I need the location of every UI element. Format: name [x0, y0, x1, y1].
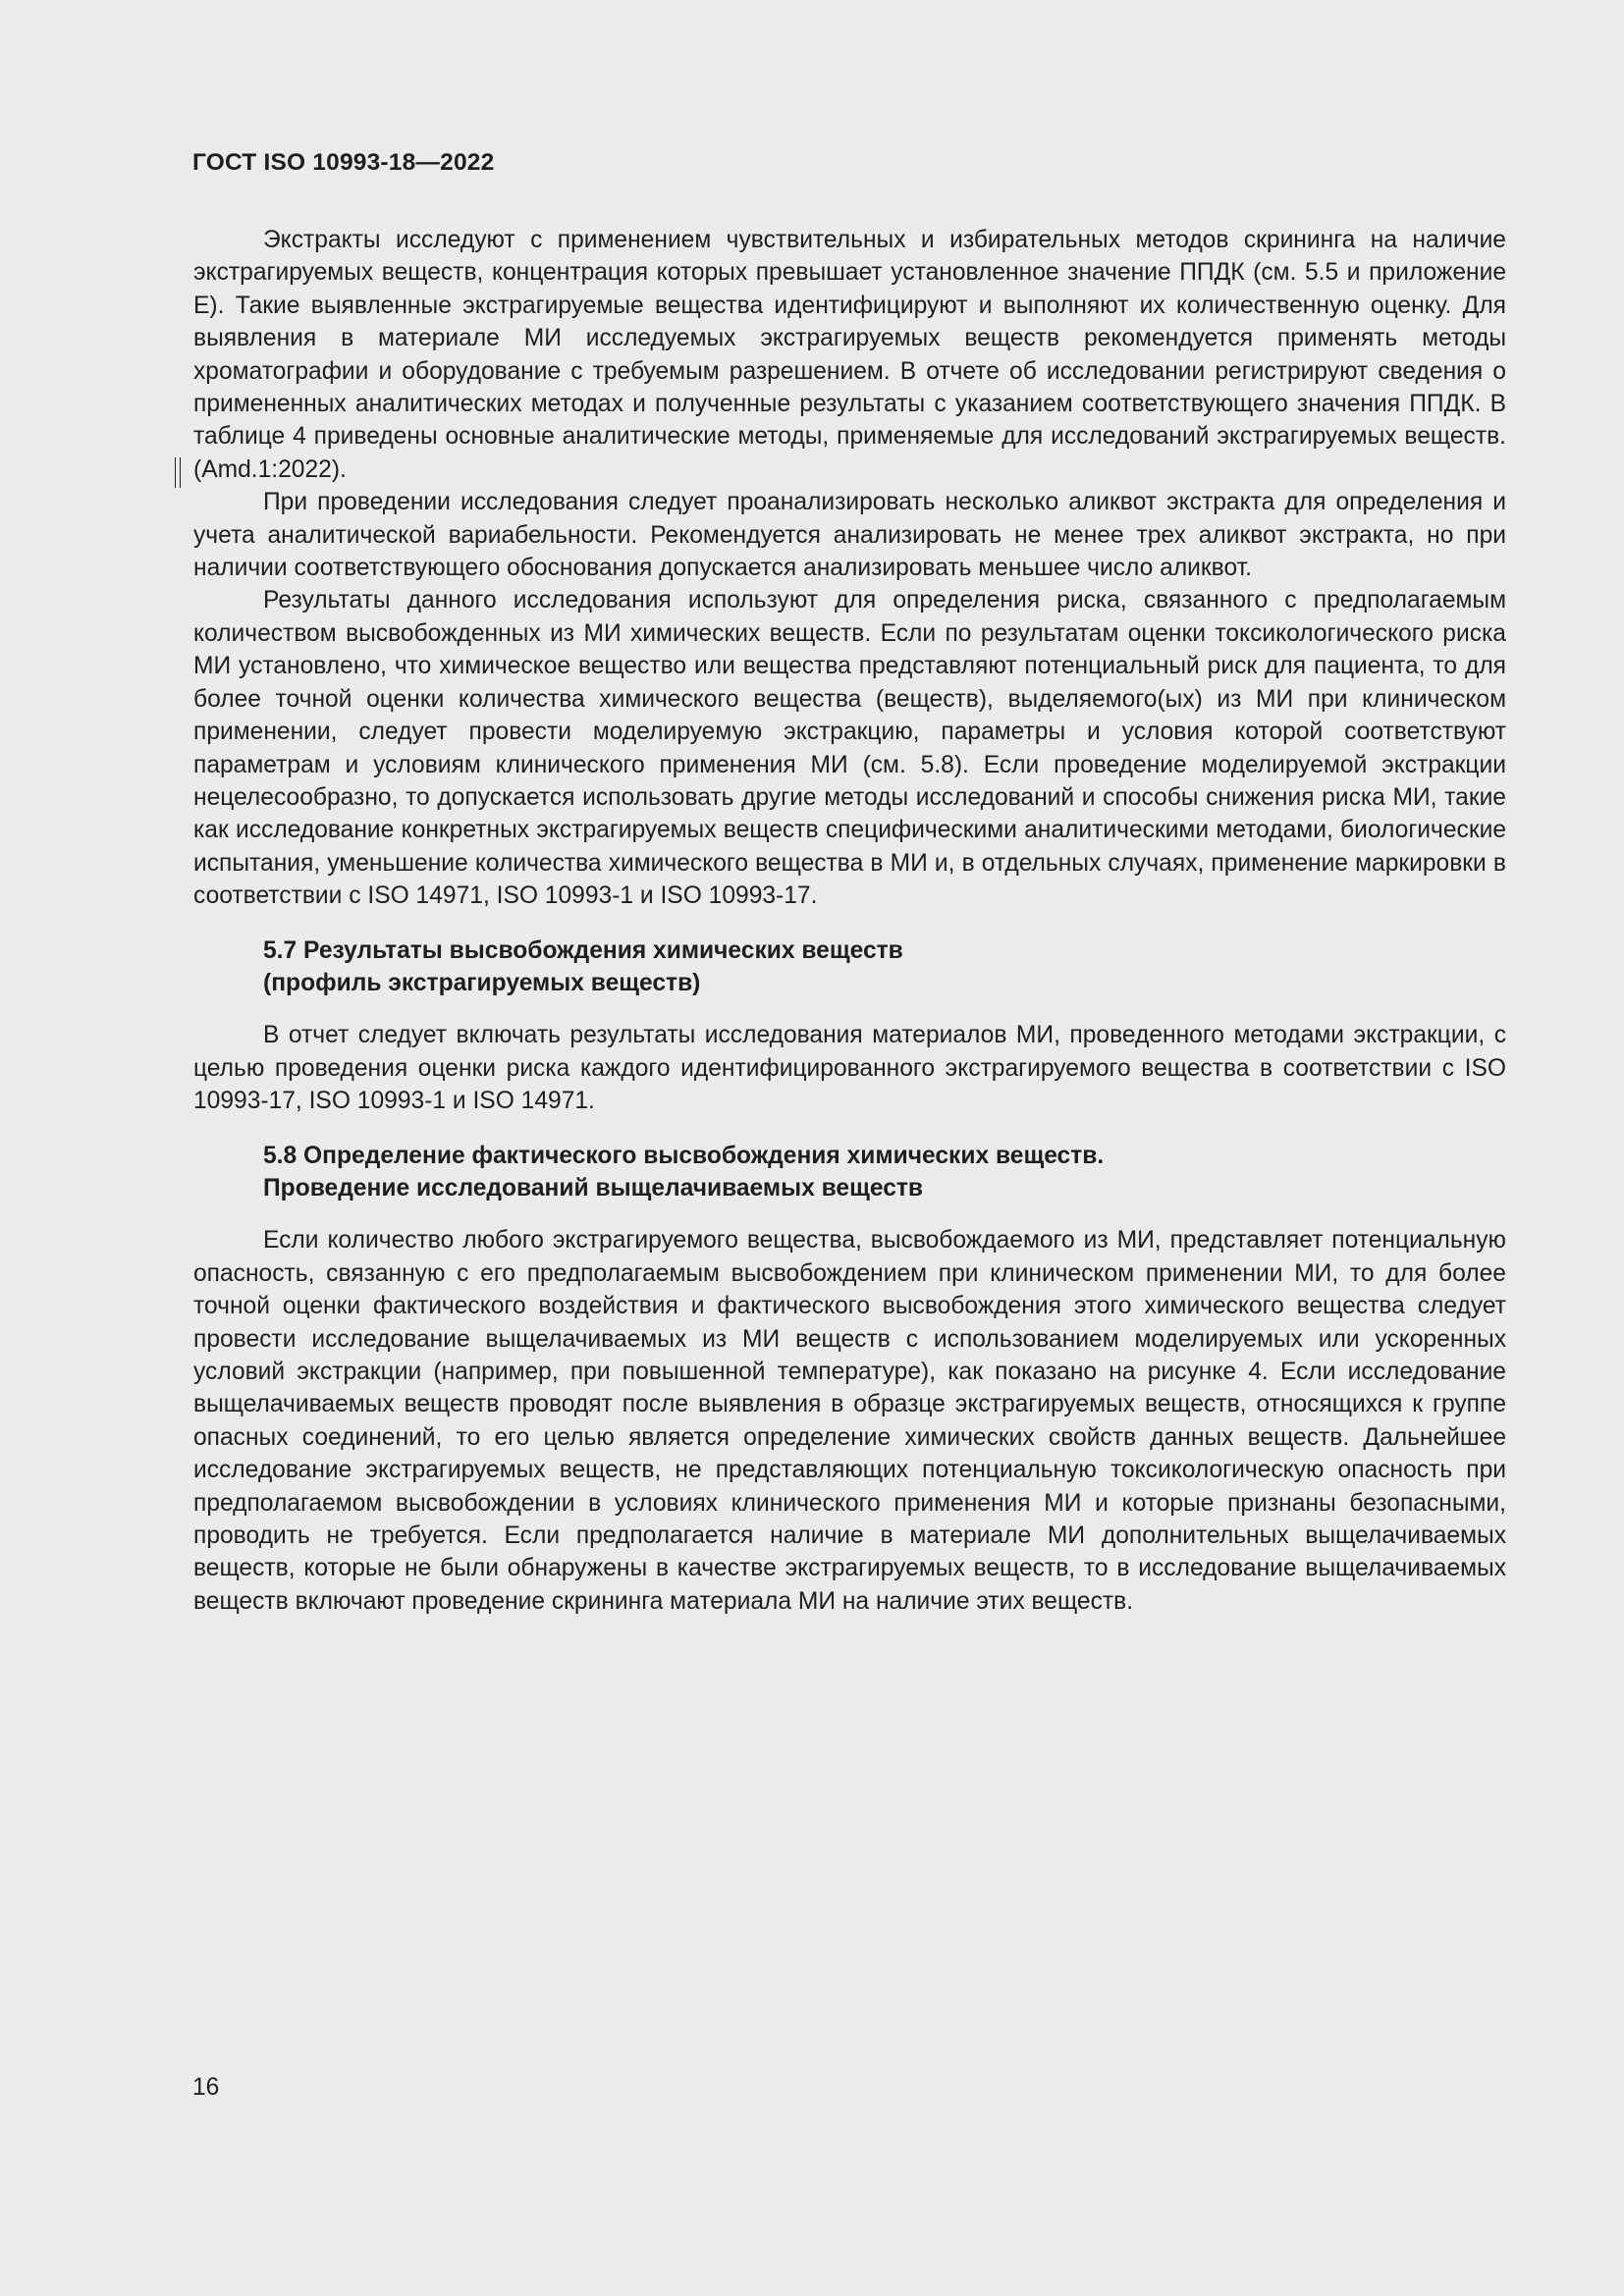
paragraph-risk-results: Результаты данного исследования используют для определения риска, связанного с предполагаемым количеством высвобожденных из МИ химических веществ. Если по результатам оценки токсикологического риска МИ установлено, что химическое вещество или вещества представляют потенциальный риск для пациента, то для более точной оценки количества химического вещества (веществ), выделяемого(ых) из МИ при клиническом применении, следует провести моделируемую экстракцию, параметры и условия которой соответствуют параметрам и условиям клинического применения МИ (см. 5.8). Если проведение моделируемой экстракции нецелесообразно, то допускается использовать другие методы исследований и способы снижения риска МИ, такие как исследование конкретных экстрагируемых веществ специфическими аналитическими методами, биологические испытания, уменьшение количества химического вещества в МИ и, в отдельных случаях, применение маркировки в соответствии с ISO 14971, ISO 10993-1 и ISO 10993-17.: [193, 587, 1506, 910]
paragraph-aliquots: При проведении исследования следует проанализировать несколько аликвот экстракта для определения и учета аналитической вариабельности. Рекомендуется анализировать не менее трех аликвот экстракта, но при наличии соответствующего обоснования допускается анализировать меньшее число аликвот.: [193, 489, 1506, 582]
paragraph-section-5-7: В отчет следует включать результаты исследования материалов МИ, проведенного методами экстракции, с целью проведения оценки риска каждого идентифицированного экстрагируемого вещества в соответствии с ISO 10993-17, ISO 10993-1 и ISO 14971.: [193, 1022, 1506, 1115]
paragraph-section-5-8: Если количество любого экстрагируемого вещества, высвобождаемого из МИ, представляет потенциальную опасность, связанную с его предполагаемым высвобождением при клиническом применении МИ, то для более точной оценки фактического воздействия и фактического высвобождения этого химического вещества следует провести исследование выщелачиваемых из МИ веществ с использованием моделируемых или ускоренных условий экстракции (например, при повышенной температуре), как показано на рисунке 4. Если исследование выщелачиваемых веществ проводят после выявления в образце экстрагируемых веществ, относящихся к группе опасных соединений, то его целью является определение химических свойств данных веществ. Дальнейшее исследование экстрагируемых веществ, не представляющих потенциальную токсикологическую опасность при предполагаемом высвобождении в условиях клинического применения МИ и которые признаны безопасными, проводить не требуется. Если предполагается наличие в материале МИ дополнительных выщелачиваемых веществ, которые не были обнаружены в качестве экстрагируемых веществ, то в исследование выщелачиваемых веществ включают проведение скрининга материала МИ на наличие этих веществ.: [193, 1227, 1506, 1615]
section-heading-5-7-line-1: 5.7 Результаты высвобождения химических веществ: [263, 936, 903, 964]
section-heading-5-7: [193, 934, 1506, 1000]
section-heading-5-8-line-2: Проведение исследований выщелачиваемых веществ: [263, 1174, 924, 1201]
section-heading-5-8: [193, 1140, 1506, 1205]
paragraph-extracts-screening: Экстракты исследуют с применением чувствительных и избирательных методов скрининга на наличие экстрагируемых веществ, концентрация которых превышает установленное значение ППДК (см. 5.5 и приложение Е). Такие выявленные экстрагируемые вещества идентифицируют и выполняют их количественную оценку. Для выявления в материале МИ исследуемых экстрагируемых веществ рекомендуется применять методы хроматографии и оборудование с требуемым разрешением. В отчете об исследовании регистрируют сведения о примененных аналитических методах и полученные результаты с указанием соответствующего значения ППДК. В таблице 4 приведены основные аналитические методы, применяемые для исследований экстрагируемых веществ. (Amd.1:2022).: [193, 227, 1506, 483]
section-heading-5-8-line-1: 5.8 Определение фактического высвобождения химических веществ.: [263, 1142, 1105, 1169]
section-heading-5-7-line-2: (профиль экстрагируемых веществ): [263, 969, 701, 996]
page-number: 16: [192, 2074, 220, 2101]
document-body: [193, 224, 1506, 1618]
document-header: ГОСТ ISO 10993-18—2022: [192, 149, 495, 176]
amendment-change-bar: [175, 457, 181, 488]
